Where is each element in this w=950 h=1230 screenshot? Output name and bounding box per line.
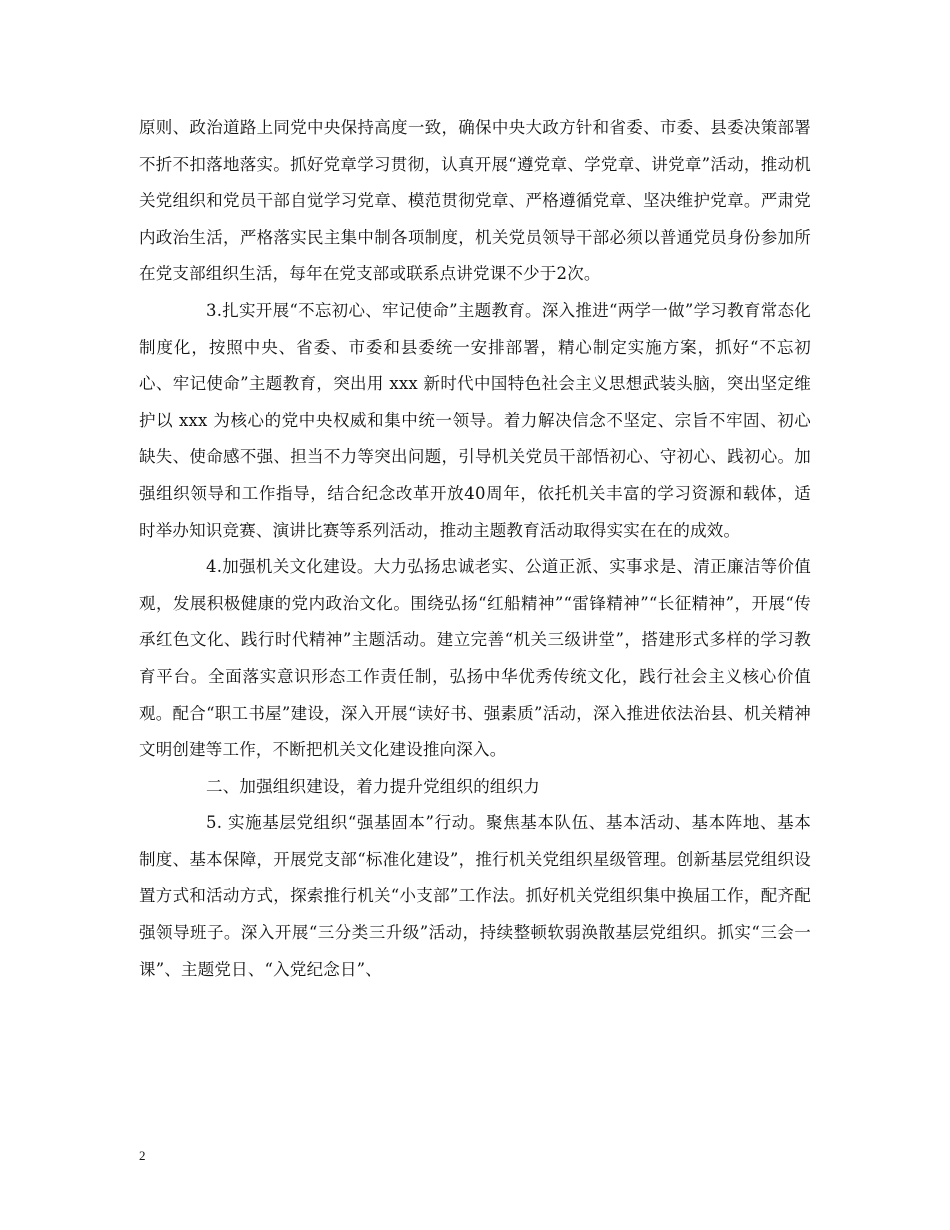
- paragraph-continuation: 原则、政治道路上同党中央保持高度一致，确保中央大政方针和省委、市委、县委决策部署不折不扣落地落实。抓好党章学习贯彻，认真开展“遵党章、学党章、讲党章”活动，推动机关党组织和党员干部自觉学习党章、模范贯彻党章、严格遵循党章、坚决维护党章。严肃党内政治生活，严格落实民主集中制各项制度，机关党员领导干部必须以普通党员身份参加所在党支部组织生活，每年在党支部或联系点讲党课不少于2次。: [139, 118, 811, 284]
- document-body: [139, 110, 811, 988]
- page-number: 2: [139, 1148, 146, 1163]
- paragraph-item-3: 3.扎实开展“不忘初心、牢记使命”主题教育。深入推进“两学一做”学习教育常态化制度化，按照中央、省委、市委和县委统一安排部署，精心制定实施方案，抓好“不忘初心、牢记使命”主题教育，突出用 xxx 新时代中国特色社会主义思想武装头脑，突出坚定维护以 xxx 为核心的党中央权威和集中统一领导。着力解决信念不坚定、宗旨不牢固、初心缺失、使命感不强、担当不力等突出问题，引导机关党员干部悟初心、守初心、践初心。加强组织领导和工作指导，结合纪念改革开放40周年，依托机关丰富的学习资源和载体，适时举办知识竞赛、演讲比赛等系列活动，推动主题教育活动取得实实在在的成效。: [139, 300, 811, 540]
- paragraph-item-5: 5. 实施基层党组织“强基固本”行动。聚焦基本队伍、基本活动、基本阵地、基本制度、基本保障，开展党支部“标准化建设”，推行机关党组织星级管理。创新基层党组织设置方式和活动方式，探索推行机关“小支部”工作法。抓好机关党组织集中换届工作，配齐配强领导班子。深入开展“三分类三升级”活动，持续整顿软弱涣散基层党组织。抓实“三会一课”、主题党日、“入党纪念日”、: [139, 813, 811, 979]
- paragraph-item-4: 4.加强机关文化建设。大力弘扬忠诚老实、公道正派、实事求是、清正廉洁等价值观，发展积极健康的党内政治文化。围绕弘扬“红船精神”“雷锋精神”“长征精神”，开展“传承红色文化、践行时代精神”主题活动。建立完善“机关三级讲堂”，搭建形式多样的学习教育平台。全面落实意识形态工作责任制，弘扬中华优秀传统文化，践行社会主义核心价值观。配合“职工书屋”建设，深入开展“读好书、强素质”活动，深入推进依法治县、机关精神文明创建等工作，不断把机关文化建设推向深入。: [139, 557, 811, 760]
- section-heading: 二、加强组织建设，着力提升党组织的组织力: [206, 776, 540, 796]
